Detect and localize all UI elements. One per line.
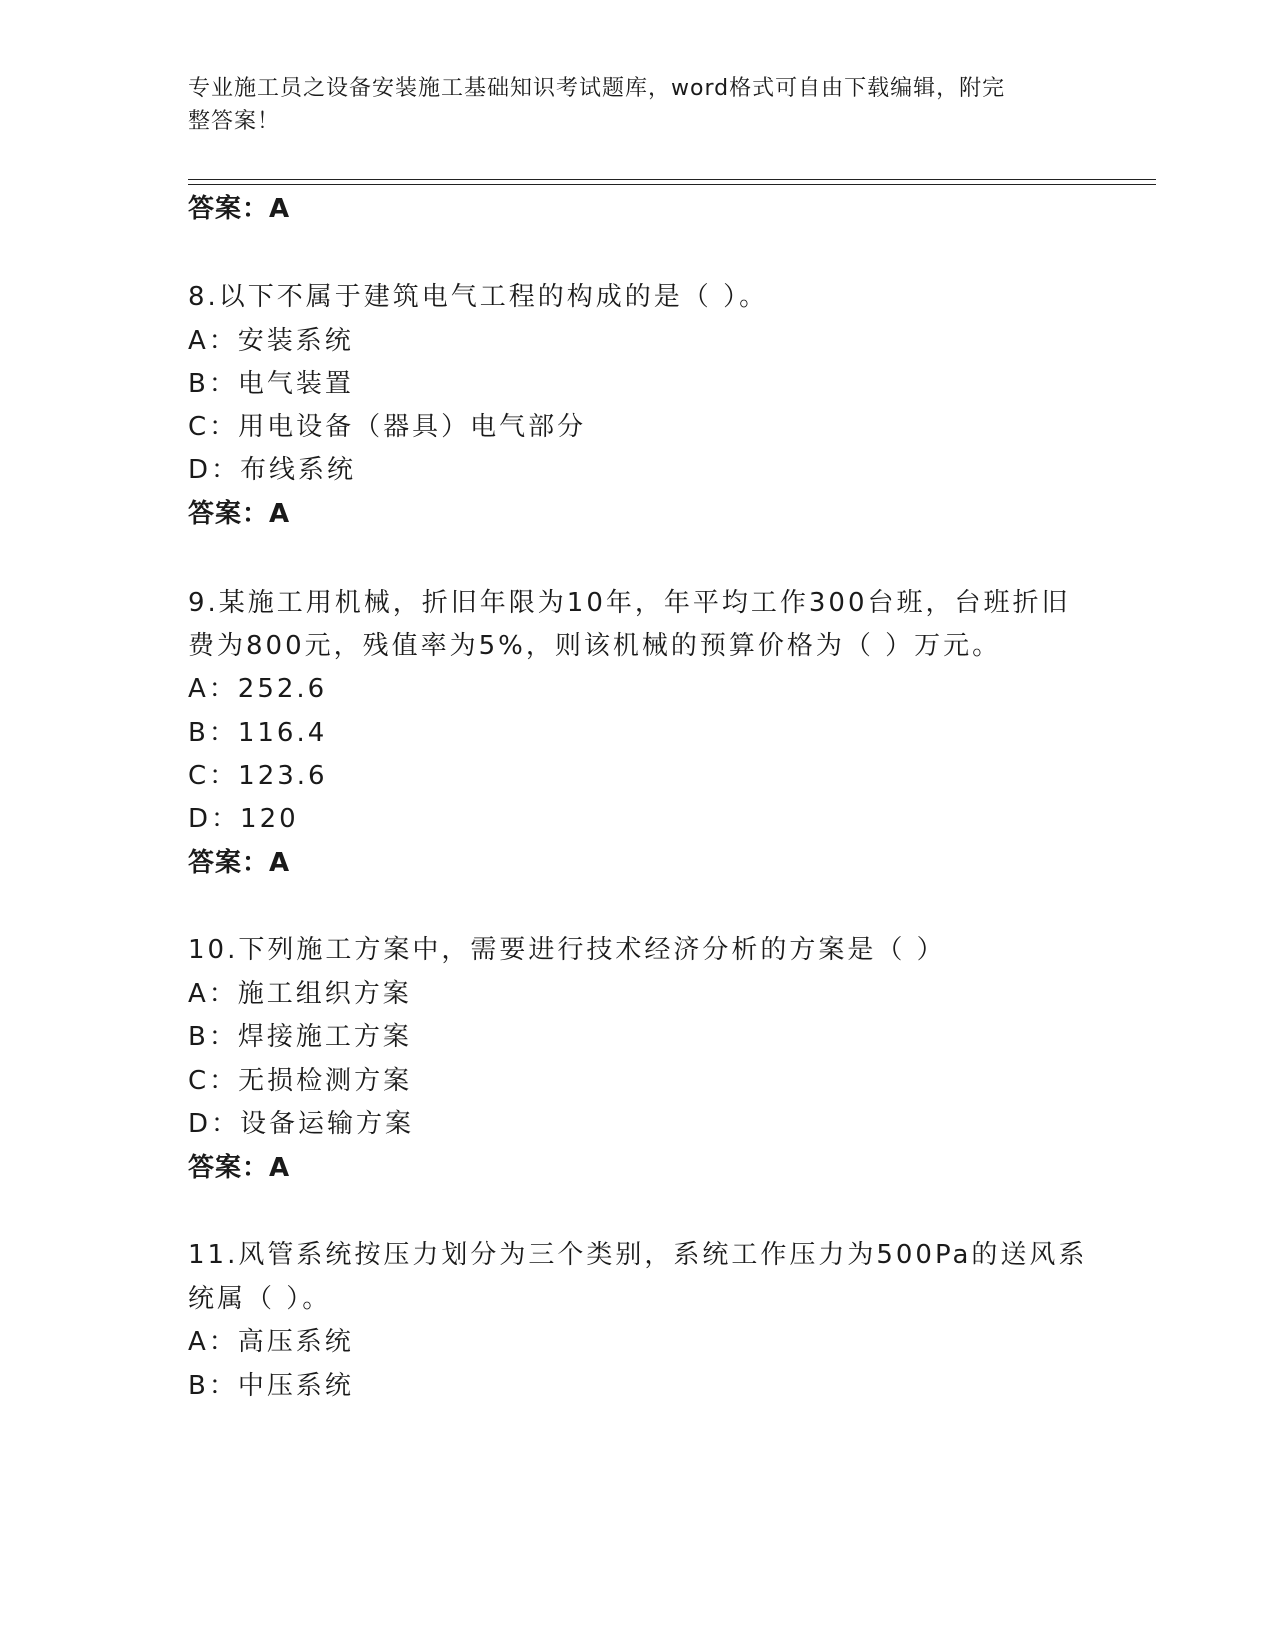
question-9-stem-line-2: 费为800元，残值率为5%，则该机械的预算价格为（ ）万元。 — [188, 631, 1002, 661]
question-8-answer: 答案：A — [188, 499, 291, 529]
question-10-option-d: D：设备运输方案 — [188, 1109, 415, 1139]
question-9-option-b: B：116.4 — [188, 718, 328, 748]
question-9-answer: 答案：A — [188, 848, 291, 878]
header-divider-top — [188, 179, 1156, 180]
question-10-option-a: A：施工组织方案 — [188, 979, 412, 1009]
header-line-2: 整答案！ — [188, 109, 281, 134]
question-10-option-b: B：焊接施工方案 — [188, 1022, 412, 1052]
question-8-option-b: B：电气装置 — [188, 369, 354, 399]
question-10-answer: 答案：A — [188, 1153, 291, 1183]
question-11-stem-line-1: 11.风管系统按压力划分为三个类别，系统工作压力为500Pa的送风系 — [188, 1240, 1088, 1270]
question-8-stem: 8.以下不属于建筑电气工程的构成的是（ ）。 — [188, 282, 769, 312]
question-8-option-d: D：布线系统 — [188, 455, 357, 485]
question-11-stem-line-2: 统属（ ）。 — [188, 1284, 332, 1314]
question-8-option-c: C：用电设备（器具）电气部分 — [188, 412, 587, 442]
question-10-option-c: C：无损检测方案 — [188, 1066, 413, 1096]
question-9-stem-line-1: 9.某施工用机械，折旧年限为10年，年平均工作300台班，台班折旧 — [188, 588, 1071, 618]
question-9-option-d: D：120 — [188, 804, 299, 834]
question-11-option-a: A：高压系统 — [188, 1327, 354, 1357]
question-10-stem: 10.下列施工方案中，需要进行技术经济分析的方案是（ ） — [188, 935, 946, 965]
question-11-option-b: B：中压系统 — [188, 1371, 354, 1401]
question-9-option-c: C：123.6 — [188, 761, 328, 791]
question-9-option-a: A：252.6 — [188, 674, 328, 704]
header-divider-bottom — [188, 184, 1156, 185]
question-8-option-a: A：安装系统 — [188, 326, 354, 356]
document-header — [188, 72, 1068, 138]
header-line-1: 专业施工员之设备安装施工基础知识考试题库，word格式可自由下载编辑，附完 — [188, 76, 1006, 101]
answer-line: 答案：A — [188, 194, 291, 224]
